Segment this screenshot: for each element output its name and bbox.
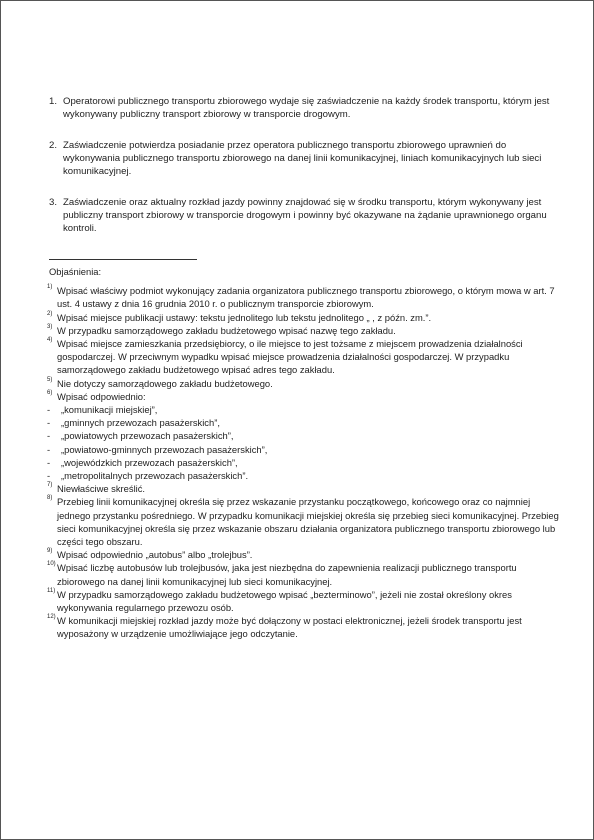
main-point-3 — [45, 196, 560, 235]
footnote-1 — [45, 284, 565, 310]
footnote-9 — [45, 548, 565, 561]
footnote-text: Wpisać liczbę autobusów lub trolejbusów, jaka jest niezbędna do zapewnienia realizacji publicznego transportu zbiorowego na danej linii komunikacyjnej lub sieci komunikacyjnej. — [57, 562, 517, 587]
footnote-2 — [45, 311, 565, 324]
footnote-7 — [45, 482, 565, 495]
main-point-text: Zaświadczenie potwierdza posiadanie przez operatora publicznego transportu zbiorowego uprawnień do wykonywania publicznego transportu zbiorowego na danej linii komunikacyjnej, liniach komunikacyjnych lub sieci komunikacyjnej. — [63, 140, 542, 177]
option-text: „wojewódzkich przewozach pasażerskich”, — [61, 456, 238, 468]
footnote-marker: 4) — [47, 337, 53, 344]
footnote-text: Wpisać miejsce publikacji ustawy: tekstu jednolitego lub tekstu jednolitego „ , z późn. zm.”. — [57, 311, 432, 323]
footnote-6 — [45, 390, 565, 403]
footnote-4 — [45, 337, 565, 377]
option-text: „komunikacji miejskiej”, — [61, 404, 158, 416]
option-text: „metropolitalnych przewozach pasażerskich”. — [61, 470, 249, 482]
footnote-text: Wpisać odpowiednio „autobus” albo „trolejbus”. — [57, 549, 253, 561]
footnote-text: W przypadku samorządowego zakładu budżetowego wpisać „bezterminowo”, jeżeli nie został określony okres wykonywania regularnego przewozu osób. — [57, 588, 512, 614]
footnote-text: W przypadku samorządowego zakładu budżetowego wpisać nazwę tego zakładu. — [57, 324, 396, 336]
option-text: „powiatowych przewozach pasażerskich”, — [61, 430, 234, 442]
dash-bullet: - — [47, 430, 51, 442]
main-point-text: Operatorowi publicznego transportu zbiorowego wydaje się zaświadczenie na każdy środek transportu, którym jest wykonywany publiczny transport zbiorowy w transporcie drogowym. — [63, 96, 550, 120]
footnote-marker: 1) — [47, 284, 53, 291]
footnote-separator — [49, 259, 197, 260]
option-item — [45, 416, 565, 429]
option-item — [45, 456, 565, 469]
option-text: „gminnych przewozach pasażerskich”, — [61, 417, 220, 429]
footnote-marker: 8) — [47, 495, 53, 502]
footnote-12 — [45, 614, 565, 640]
footnote-3 — [45, 324, 565, 337]
footnote-marker: 10) — [47, 561, 56, 568]
option-item — [45, 469, 565, 482]
footnote-marker: 5) — [47, 376, 53, 383]
main-point-text: Zaświadczenie oraz aktualny rozkład jazdy powinny znajdować się w środku transportu, którym wykonywany jest publiczny transport zbiorowy w transporcie drogowym i powinny być okazywane na żądanie uprawnionego organu kontroli. — [63, 197, 547, 234]
footnote-text: Wpisać miejsce zamieszkania przedsiębiorcy, o ile miejsce to jest tożsame z miejscem prowadzenia działalności gospodarczej. W przeciwnym wypadku wpisać miejsce prowadzenia działalności gospodarczej. W przypadku samorządowego zakładu budżetowego wpisać adres tego zakładu. — [57, 338, 523, 376]
main-point-number: 1. — [49, 96, 58, 107]
footnote-marker: 3) — [47, 323, 53, 330]
main-point-2 — [45, 139, 560, 178]
dash-bullet: - — [47, 456, 51, 468]
main-point-1 — [45, 95, 560, 121]
main-points-list — [45, 95, 560, 253]
footnote-text: Przebieg linii komunikacyjnej określa się przez wskazanie przystanku początkowego, końcowego oraz co najmniej jednego przystanku pośredniego. W przypadku komunikacji miejskiej określa się przebieg sieci komunikacyjnej. Przebieg sieci komunikacyjnej określa się przez wskazanie obszaru działania organizatora publicznego transportu zbiorowego lub części tego obszaru. — [57, 496, 559, 548]
dash-bullet: - — [47, 443, 51, 455]
footnote-5 — [45, 377, 565, 390]
dash-bullet: - — [47, 470, 51, 482]
footnote-marker: 7) — [47, 482, 53, 489]
footnote-text: Nie dotyczy samorządowego zakładu budżetowego. — [57, 377, 273, 389]
footnote-11 — [45, 588, 565, 614]
footnote-10 — [45, 561, 565, 587]
explanations-section — [45, 265, 565, 641]
footnote-marker: 12) — [47, 614, 56, 621]
explanations-heading: Objaśnienia: — [49, 266, 102, 277]
option-item — [45, 429, 565, 442]
option-text: „powiatowo-gminnych przewozach pasażerskich”, — [61, 443, 268, 455]
footnote-text: Wpisać odpowiednio: — [57, 390, 146, 402]
footnote-text: W komunikacji miejskiej rozkład jazdy może być dołączony w postaci elektronicznej, jeżeli środek transportu jest wyposażony w urządzenie umożliwiające jego odczytanie. — [57, 615, 522, 640]
option-item — [45, 403, 565, 416]
dash-bullet: - — [47, 404, 51, 416]
footnote-marker: 9) — [47, 548, 53, 555]
footnote-marker: 11) — [47, 587, 56, 594]
footnote-text: Wpisać właściwy podmiot wykonujący zadania organizatora publicznego transportu zbiorowego, o którym mowa w art. 7 ust. 4 ustawy z dnia 16 grudnia 2010 r. o publicznym transporcie zbiorowym. — [57, 285, 555, 310]
option-item — [45, 443, 565, 456]
main-point-number: 2. — [49, 140, 58, 151]
dash-bullet: - — [47, 417, 51, 429]
footnote-marker: 2) — [47, 310, 53, 317]
main-point-number: 3. — [49, 197, 58, 208]
footnote-marker: 6) — [47, 389, 53, 396]
footnote-text: Niewłaściwe skreślić. — [57, 483, 146, 495]
footnote-8 — [45, 495, 565, 548]
